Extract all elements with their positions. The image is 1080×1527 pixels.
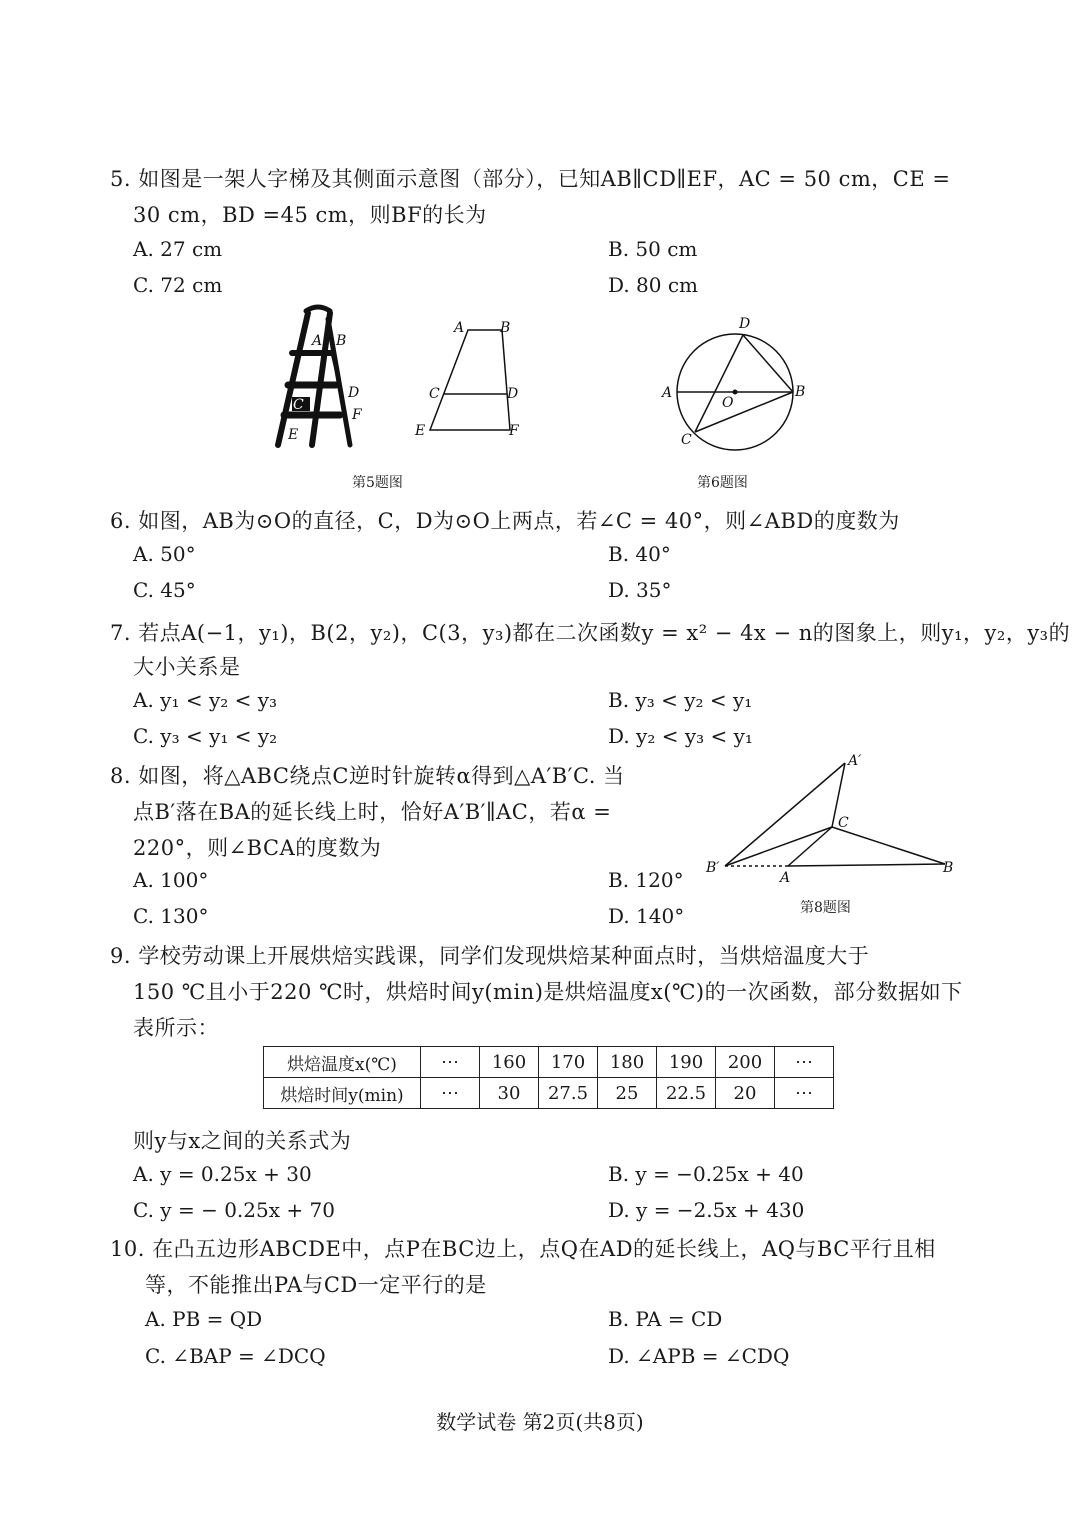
trap-label-a: A	[454, 320, 465, 336]
q9-stem-line2: 150 ℃且小于220 ℃时，烘焙时间y(min)是烘焙温度x(℃)的一次函数，部分数据如下	[133, 980, 963, 1004]
table-cell: ⋯	[775, 1078, 834, 1109]
table-cell: 170	[539, 1047, 598, 1078]
q6-option-b: B. 40°	[608, 542, 671, 566]
table-cell: ⋯	[775, 1047, 834, 1078]
q8-stem-line1: 8. 如图，将△ABC绕点C逆时针旋转α得到△A′B′C. 当	[110, 764, 625, 788]
q5-option-b: B. 50 cm	[608, 237, 698, 261]
q10-stem-line2: 等，不能推出PA与CD一定平行的是	[145, 1273, 487, 1297]
q8-option-b: B. 120°	[608, 868, 684, 892]
q5-stem-line2: 30 cm，BD =45 cm，则BF的长为	[133, 203, 487, 227]
circle-label-d: D	[739, 316, 751, 332]
q7-option-d: D. y₂ < y₃ < y₁	[608, 724, 753, 748]
q9-option-b: B. y = −0.25x + 40	[608, 1162, 804, 1186]
rot-label-c: C	[838, 815, 849, 831]
trap-label-c: C	[429, 386, 440, 402]
figure8-caption: 第8题图	[800, 900, 851, 916]
table-cell: 160	[480, 1047, 539, 1078]
rotation-diagram	[700, 750, 970, 890]
trap-label-b: B	[500, 320, 511, 336]
circle-label-c: C	[681, 432, 692, 448]
q7-option-c: C. y₃ < y₁ < y₂	[133, 724, 278, 748]
q9-stem-line3: 表所示：	[133, 1016, 219, 1040]
q7-stem-line1: 7. 若点A(−1，y₁)，B(2，y₂)，C(3，y₃)都在二次函数y = x² − 4x − n的图象上，则y₁，y₂，y₃的	[110, 621, 1071, 645]
table-row	[264, 1047, 834, 1078]
figure6-caption: 第6题图	[697, 475, 748, 491]
table-cell: 180	[598, 1047, 657, 1078]
q7-stem-line2: 大小关系是	[133, 655, 241, 679]
table-cell: ⋯	[421, 1078, 480, 1109]
q10-option-b: B. PA = CD	[608, 1307, 723, 1331]
ladder-illustration	[270, 305, 380, 455]
q6-option-c: C. 45°	[133, 578, 196, 602]
q7-option-b: B. y₃ < y₂ < y₁	[608, 688, 753, 712]
q5-option-d: D. 80 cm	[608, 273, 699, 297]
table-cell: 27.5	[539, 1078, 598, 1109]
circle-label-a: A	[662, 385, 673, 401]
ladder-label-e: E	[288, 427, 299, 443]
table-cell: 22.5	[657, 1078, 716, 1109]
table-row	[264, 1078, 834, 1109]
q6-option-a: A. 50°	[133, 542, 196, 566]
q10-option-c: C. ∠BAP = ∠DCQ	[145, 1344, 326, 1368]
circle-label-o: O	[722, 395, 734, 411]
q8-stem-line3: 220°，则∠BCA的度数为	[133, 836, 382, 860]
table-cell: 20	[716, 1078, 775, 1109]
q5-stem-line1: 5. 如图是一架人字梯及其侧面示意图（部分），已知AB∥CD∥EF，AC = 50 cm，CE =	[110, 167, 951, 191]
rot-label-a-prime: A′	[848, 753, 862, 769]
q9-option-d: D. y = −2.5x + 430	[608, 1198, 805, 1222]
q9-option-a: A. y = 0.25x + 30	[133, 1162, 312, 1186]
q8-option-c: C. 130°	[133, 904, 209, 928]
circle-label-b: B	[795, 384, 806, 400]
ladder-label-d: D	[348, 385, 360, 401]
q9-after-table: 则y与x之间的关系式为	[133, 1129, 352, 1153]
ladder-label-f: F	[352, 407, 362, 423]
figure5-caption: 第5题图	[352, 475, 403, 491]
q6-stem-line1: 6. 如图，AB为⊙O的直径，C，D为⊙O上两点，若∠C = 40°，则∠ABD的度数为	[110, 509, 900, 533]
rot-label-a: A	[780, 870, 791, 886]
trap-label-d: D	[507, 386, 519, 402]
table-header-temperature: 烘焙温度x(℃)	[264, 1047, 421, 1078]
trapezoid-diagram	[410, 318, 530, 443]
q7-option-a: A. y₁ < y₂ < y₃	[133, 688, 278, 712]
ladder-label-a: A	[312, 333, 323, 349]
ladder-label-b: B	[336, 333, 347, 349]
q9-stem-line1: 9. 学校劳动课上开展烘焙实践课，同学们发现烘焙某种面点时，当烘焙温度大于	[110, 944, 870, 968]
rot-label-b: B	[943, 860, 954, 876]
q6-option-d: D. 35°	[608, 578, 672, 602]
q10-stem-line1: 10. 在凸五边形ABCDE中，点P在BC边上，点Q在AD的延长线上，AQ与BC平行且相	[110, 1237, 936, 1261]
trap-label-f: F	[509, 423, 519, 439]
q10-option-a: A. PB = QD	[145, 1307, 263, 1331]
q5-option-a: A. 27 cm	[133, 237, 223, 261]
table-cell: 25	[598, 1078, 657, 1109]
circle-diagram	[655, 310, 815, 455]
q8-option-a: A. 100°	[133, 868, 209, 892]
ladder-label-c: C	[293, 397, 304, 413]
q8-stem-line2: 点B′落在BA的延长线上时，恰好A′B′∥AC，若α =	[133, 800, 612, 824]
trap-label-e: E	[415, 423, 426, 439]
table-header-time: 烘焙时间y(min)	[264, 1078, 421, 1109]
table-cell: 200	[716, 1047, 775, 1078]
table-cell: 190	[657, 1047, 716, 1078]
q8-option-d: D. 140°	[608, 904, 685, 928]
page-footer: 数学试卷 第2页(共8页)	[436, 1410, 644, 1434]
baking-data-table	[263, 1046, 834, 1109]
q5-option-c: C. 72 cm	[133, 273, 223, 297]
q10-option-d: D. ∠APB = ∠CDQ	[608, 1344, 790, 1368]
q9-option-c: C. y = − 0.25x + 70	[133, 1198, 335, 1222]
rot-label-b-prime: B′	[706, 860, 720, 876]
table-cell: 30	[480, 1078, 539, 1109]
table-cell: ⋯	[421, 1047, 480, 1078]
